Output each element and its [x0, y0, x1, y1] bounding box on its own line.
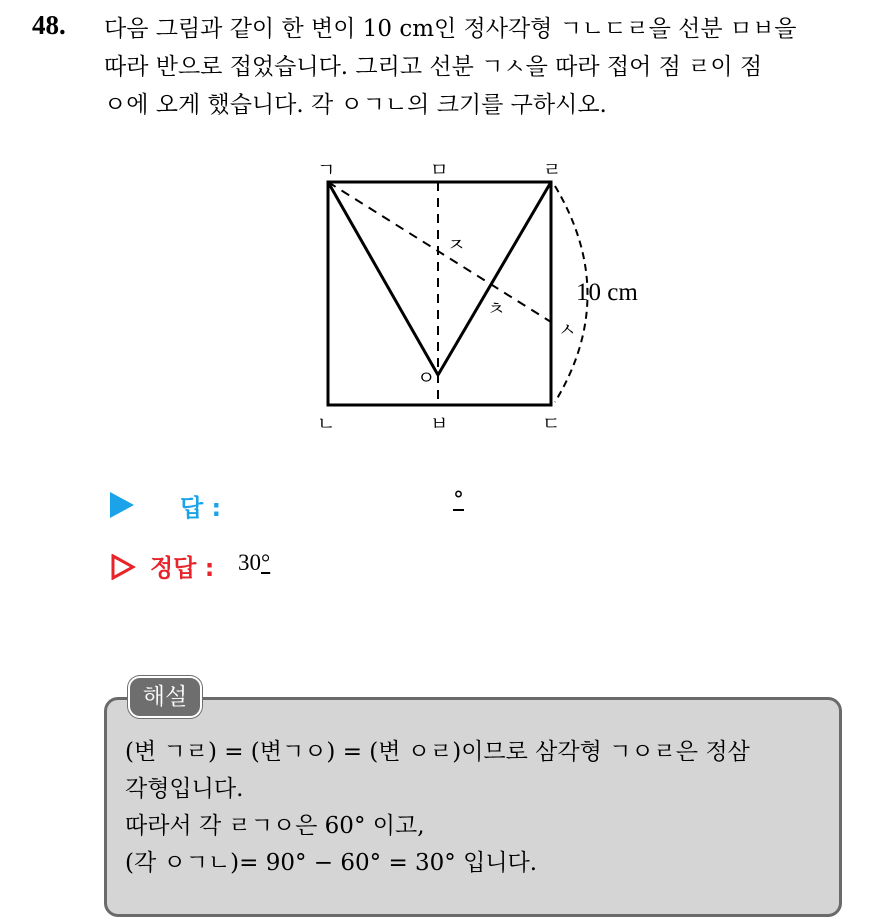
- label-g: ㄱ: [317, 159, 336, 181]
- label-ch: ㅊ: [487, 298, 506, 320]
- label-j: ㅈ: [447, 234, 466, 256]
- segment-or: [438, 182, 551, 375]
- explanation-line: 각형입니다.: [125, 776, 244, 802]
- explanation-text: [125, 734, 750, 882]
- label-s: ㅅ: [558, 319, 577, 341]
- label-n: ㄴ: [317, 413, 336, 435]
- label-o: ㅇ: [417, 367, 436, 389]
- explanation-line: (각 ㅇㄱㄴ)= 90° − 60° = 30° 입니다.: [125, 850, 538, 876]
- question-text: [104, 10, 874, 124]
- question-line: 다음 그림과 같이 한 변이 10 cm인 정사각형 ㄱㄴㄷㄹ을 선분 ㅁㅂ을: [104, 16, 797, 42]
- play-filled-icon: [110, 492, 134, 518]
- correct-unit: °: [261, 550, 271, 575]
- answer-row: [110, 488, 510, 524]
- question-line: 따라 반으로 접었습니다. 그리고 선분 ㄱㅅ을 따라 접어 점 ㄹ이 점: [104, 54, 763, 80]
- label-side-length: 10 cm: [576, 279, 638, 306]
- segment-go: [328, 182, 438, 375]
- answer-degree: °: [453, 488, 464, 513]
- label-r: ㄹ: [543, 159, 562, 181]
- explanation-tag: 해설: [128, 676, 202, 718]
- folded-square-figure: [300, 150, 680, 440]
- label-m: ㅁ: [430, 159, 449, 181]
- fold-line-gs: [328, 182, 551, 322]
- answer-blank[interactable]: [453, 488, 464, 513]
- correct-number: 30: [238, 550, 261, 575]
- explanation-line: (변 ㄱㄹ) = (변ㄱㅇ) = (변 ㅇㄹ)이므로 삼각형 ㄱㅇㄹ은 정삼: [125, 739, 750, 765]
- correct-answer-row: [110, 548, 410, 588]
- play-outline-icon: [110, 554, 136, 580]
- question-line: ㅇ에 오게 했습니다. 각 ㅇㄱㄴ의 크기를 구하시오.: [104, 92, 607, 118]
- correct-value: [238, 550, 270, 576]
- answer-label: 답 :: [180, 494, 222, 522]
- label-d: ㄷ: [542, 413, 561, 435]
- label-b: ㅂ: [430, 413, 449, 435]
- explanation-line: 따라서 각 ㄹㄱㅇ은 60° 이고,: [125, 813, 425, 839]
- question-number: 48.: [32, 10, 66, 40]
- correct-label: 정답 :: [150, 554, 215, 582]
